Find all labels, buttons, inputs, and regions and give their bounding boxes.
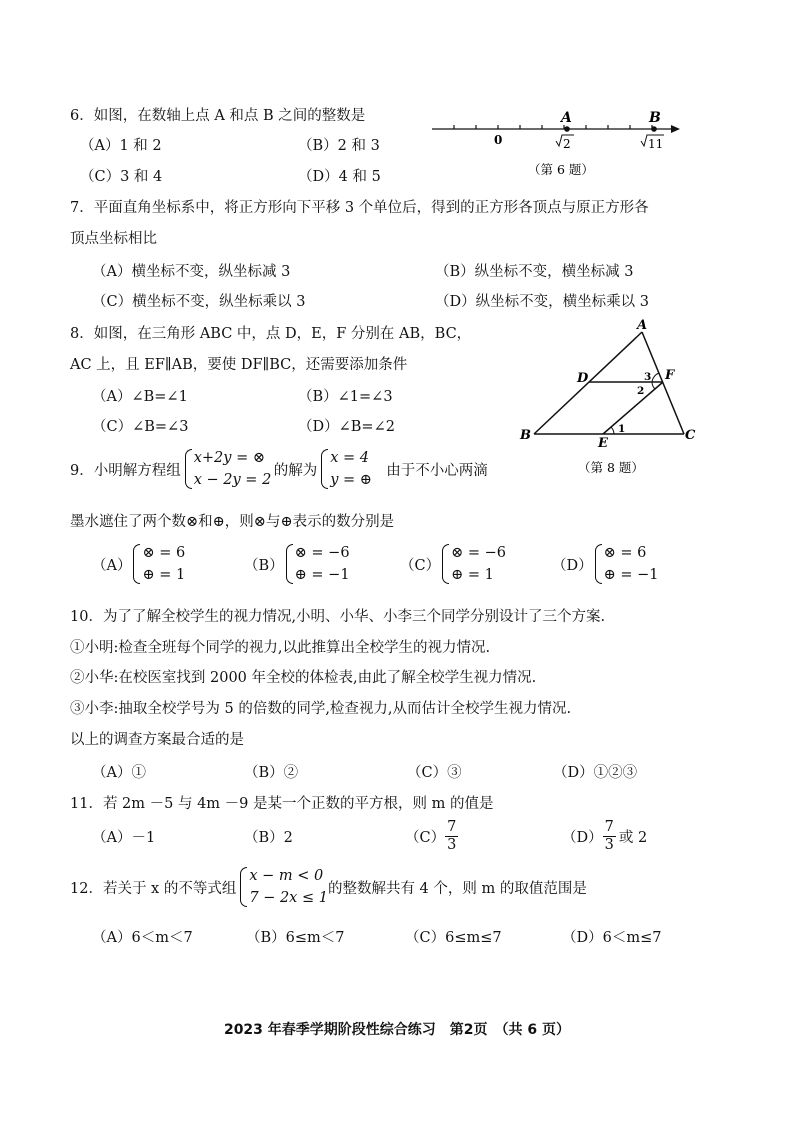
q8-stem-line2: AC 上，且 EF∥AB，要使 DF∥BC，还需要添加条件 [70, 357, 408, 373]
q9-option-d-row1: ⊗ = 6 [603, 545, 647, 561]
q6-option-c: （C）3 和 4 [80, 169, 163, 185]
q8-option-a: （A）∠B=∠1 [92, 389, 188, 405]
q11-stem: 11．若 2m －5 与 4m －9 是某一个正数的平方根，则 m 的值是 [70, 796, 494, 812]
q10-option-c: （C）③ [407, 765, 462, 781]
figure-6-caption: （第 6 题） [528, 162, 594, 177]
q7-stem-line2: 顶点坐标相比 [70, 231, 157, 247]
q11-option-d-denominator: 3 [604, 836, 614, 853]
q11-option-c-numerator: 7 [447, 818, 457, 835]
q9-option-b-label: （B） [244, 557, 284, 574]
q9-option-b-row2: ⊕ = −1 [294, 567, 350, 583]
figure-8-caption: （第 8 题） [578, 460, 644, 475]
q12-inequality-1: x − m < 0 [249, 868, 324, 884]
q9-equation-system [185, 447, 272, 491]
q10-option-d: （D）①②③ [553, 765, 638, 781]
q10-plan-2: ②小华:在校医室找到 2000 年全校的体检表,由此了解全校学生视力情况. [70, 670, 537, 686]
q12-prefix: 12．若关于 x 的不等式组 [70, 880, 237, 897]
q9-solution-1: x = 4 [330, 450, 370, 466]
q12-suffix: 的整数解共有 4 个，则 m 的取值范围是 [327, 880, 587, 897]
q12-option-b: （B）6≤m＜7 [246, 930, 345, 946]
q7-option-b: （B）纵坐标不变，横坐标减 3 [435, 264, 634, 280]
q7-stem-line1: 7．平面直角坐标系中，将正方形向下平移 3 个单位后，得到的正方形各顶点与原正方形各 [70, 200, 649, 216]
q9-solution-system [321, 447, 378, 491]
vertex-c-label: C [685, 428, 696, 443]
q11-option-c [405, 816, 458, 856]
q11-option-d-numerator: 7 [604, 818, 614, 835]
q7-option-c: （C）横坐标不变，纵坐标乘以 3 [92, 294, 306, 310]
q9-equation-2: x − 2y = 2 [193, 472, 272, 488]
q10-plan-3: ③小李:抽取全校学号为 5 的倍数的同学,检查视力,从而估计全校学生视力情况. [70, 701, 572, 717]
q11-option-a: （A）－1 [92, 830, 156, 846]
q9-solution-2: y = ⊕ [330, 472, 372, 488]
vertex-a-label: A [637, 318, 648, 333]
q7-option-a: （A）横坐标不变，纵坐标减 3 [92, 264, 291, 280]
q11-option-c-label: （C） [405, 829, 446, 846]
q9-option-d-row2: ⊕ = −1 [603, 567, 659, 583]
zero-label: 0 [494, 133, 503, 147]
q9-option-c-label: （C） [400, 557, 441, 574]
q9-prefix: 9．小明解方程组 [70, 462, 181, 479]
q9-option-d-label: （D） [552, 557, 593, 574]
angle-1-arc [611, 427, 614, 434]
q9-suffix: 由于不小心两滴 [386, 462, 488, 479]
q9-stem-line2: 墨水遮住了两个数⊗和⊕，则⊗与⊕表示的数分别是 [70, 514, 395, 530]
triangle-figure [512, 316, 702, 480]
point-a-dot [564, 126, 570, 132]
q6-stem: 6．如图，在数轴上点 A 和点 B 之间的整数是 [70, 108, 366, 124]
q12-inequality-system [240, 865, 328, 909]
q6-option-d: （D）4 和 5 [298, 169, 381, 185]
sqrt-a-value: 2 [563, 137, 571, 151]
angle-2-arc [652, 382, 655, 389]
q9-option-c-system [442, 542, 506, 586]
q6-option-a: （A）1 和 2 [80, 138, 162, 154]
angle-3-label: 3 [644, 371, 652, 383]
q11-option-d-fraction [603, 819, 616, 854]
side-ac [642, 332, 684, 434]
q12-option-a: （A）6＜m＜7 [92, 930, 193, 946]
q9-option-b [244, 540, 350, 588]
q11-option-d [562, 816, 647, 856]
q6-option-b: （B）2 和 3 [298, 138, 380, 154]
number-line-figure [428, 108, 690, 184]
q9-option-c [400, 540, 506, 588]
q8-stem-line1: 8．如图，在三角形 ABC 中，点 D，E，F 分别在 AB，BC， [70, 326, 472, 342]
q9-option-a-row2: ⊕ = 1 [142, 567, 186, 583]
q9-middle: 的解为 [273, 462, 318, 479]
q9-option-a-label: （A） [92, 557, 132, 574]
q11-option-b: （B）2 [244, 830, 293, 846]
q8-option-d: （D）∠B=∠2 [298, 419, 395, 435]
q8-option-b: （B）∠1=∠3 [298, 389, 393, 405]
point-f-label: F [665, 368, 675, 383]
vertex-b-label: B [520, 428, 531, 443]
segment-ef [603, 382, 663, 434]
q9-option-b-row1: ⊗ = −6 [294, 545, 350, 561]
page-footer: 2023 年春季学期阶段性综合练习 第2页 （共 6 页） [223, 1022, 571, 1038]
q10-plan-1: ①小明:检查全班每个同学的视力,以此推算出全校学生的视力情况. [70, 640, 491, 656]
q10-stem-question: 以上的调查方案最合适的是 [70, 732, 244, 748]
point-e-label: E [598, 436, 608, 451]
q10-option-a: （A）① [92, 765, 146, 781]
q9-option-b-system [286, 542, 350, 586]
q9-option-d [552, 540, 659, 588]
q9-equation-1: x+2y = ⊗ [193, 450, 265, 466]
angle-2-label: 2 [637, 385, 645, 397]
angle-3-arc [652, 373, 659, 382]
q11-option-d-label: （D） [562, 829, 603, 846]
q9-option-d-system [595, 542, 659, 586]
q9-option-a-row1: ⊗ = 6 [142, 545, 186, 561]
q11-option-c-denominator: 3 [447, 836, 457, 853]
point-b-dot [651, 126, 657, 132]
q12-inequality-2: 7 − 2x ≤ 1 [249, 890, 328, 906]
q9-option-a [92, 540, 185, 588]
q9-stem-line1 [70, 444, 488, 494]
q9-option-c-row2: ⊕ = 1 [451, 567, 494, 583]
q10-option-b: （B）② [244, 765, 299, 781]
q9-option-a-system [133, 542, 185, 586]
q8-option-c: （C）∠B=∠3 [92, 419, 189, 435]
point-b-label: B [649, 110, 661, 126]
q12-option-d: （D）6＜m≤7 [562, 930, 662, 946]
sqrt-b-value: 11 [648, 137, 664, 151]
q12-stem [70, 862, 587, 912]
point-d-label: D [577, 371, 589, 386]
q9-option-c-row1: ⊗ = −6 [451, 545, 507, 561]
q11-option-d-suffix: 或 2 [618, 829, 648, 846]
q10-stem-line1: 10．为了了解全校学生的视力情况,小明、小华、小李三个同学分别设计了三个方案. [70, 609, 606, 625]
q7-option-d: （D）纵坐标不变，横坐标乘以 3 [435, 294, 649, 310]
angle-1-label: 1 [618, 423, 626, 435]
q12-option-c: （C）6≤m≤7 [405, 930, 502, 946]
point-a-label: A [561, 110, 572, 126]
q11-option-c-fraction [445, 819, 458, 854]
